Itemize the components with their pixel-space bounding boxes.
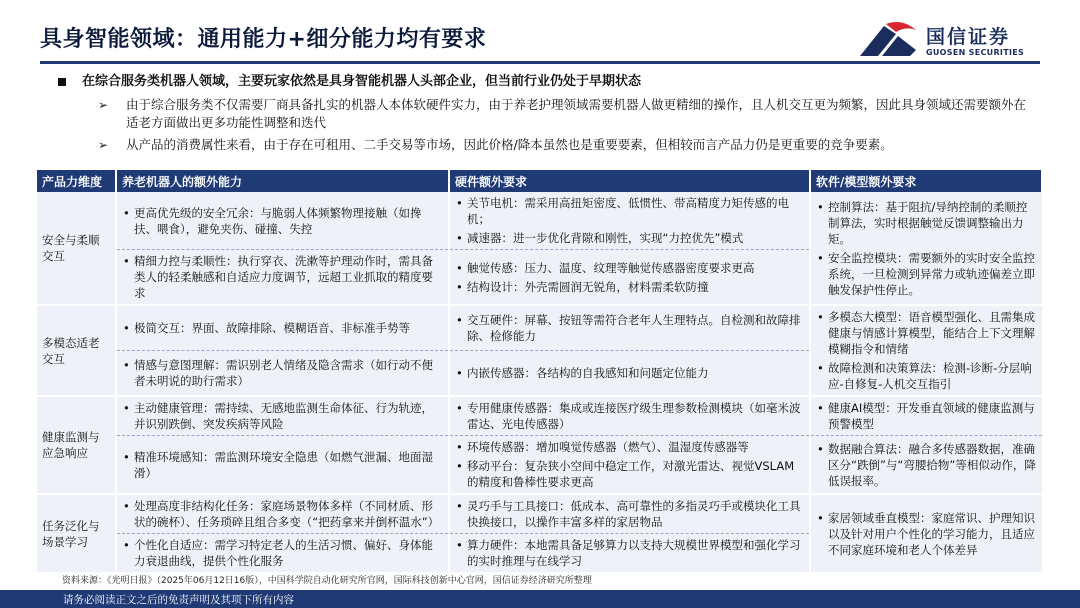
list-item: • 关节电机：需采用高扭矩密度、低惯性、带高精度力矩传感的电机； [455, 195, 804, 227]
dimension-cell: 健康监测与应急响应 [37, 396, 116, 494]
list-item: • 健康AI模型：开发垂直领域的健康监测与预警模型 [816, 400, 1037, 432]
company-logo [858, 18, 1048, 62]
hardware-cell [449, 436, 810, 495]
list-item: • 控制算法：基于阻抗/导纳控制的柔顺控制算法，实时根据触觉反馈调整输出力矩。 [816, 199, 1037, 247]
list-item: • 结构设计：外壳需圆润无锐角，材料需柔软防撞 [455, 279, 804, 295]
hardware-cell [449, 192, 810, 250]
ability-cell [116, 351, 449, 397]
ability-cell [116, 396, 449, 436]
summary-bullets [58, 72, 1033, 154]
hardware-cell [449, 494, 810, 534]
ability-cell [116, 436, 449, 495]
square-bullet-icon [58, 78, 66, 86]
table-row [37, 192, 1042, 250]
list-item: • 移动平台：复杂狭小空间中稳定工作，对激光雷达、视觉VSLAM的精度和鲁棒性要求更高 [455, 458, 804, 490]
arrow-bullet-icon: ➢ [98, 138, 109, 152]
list-item: • 个性化自适应：需学习特定老人的生活习惯、偏好、身体能力衰退曲线，提供个性化服务 [122, 537, 443, 569]
list-item: • 安全监控模块：需要额外的实时安全监控系统，一旦检测到异常力或轨迹偏差立即触发保护性停止。 [816, 250, 1037, 298]
list-item: • 灵巧手与工具接口：低成本、高可靠性的多指灵巧手或模块化工具快换接口，以操作丰富多样的家居物品 [455, 498, 804, 530]
hardware-cell [449, 534, 810, 573]
list-item: • 数据融合算法：融合多传感器数据，准确区分“跌倒”与“弯腰拾物”等相似动作，降低误报率。 [816, 441, 1037, 489]
ability-cell [116, 250, 449, 306]
software-cell [810, 494, 1042, 572]
capability-table [37, 170, 1043, 572]
hardware-cell [449, 250, 810, 306]
arrow-bullet-icon: ➢ [98, 98, 109, 112]
table-row [37, 494, 1042, 534]
hardware-cell [449, 305, 810, 351]
header-hardware: 硬件额外要求 [449, 170, 810, 192]
list-item: • 精细力控与柔顺性：执行穿衣、洗漱等护理动作时，需具备类人的轻柔触感和自适应力度调节，远超工业抓取的精度要求 [122, 253, 443, 301]
table-row [37, 396, 1042, 436]
hardware-cell [449, 351, 810, 397]
list-item: • 减速器：进一步优化背隙和刚性，实现“力控优先”模式 [455, 230, 804, 246]
list-item: • 极简交互：界面、故障排除、模糊语音、非标准手势等 [122, 320, 443, 336]
list-item: • 环境传感器：增加嗅觉传感器（燃气）、温湿度传感器等 [455, 439, 804, 455]
list-item: • 家居领域垂直模型：家庭常识、护理知识以及针对用户个性化的学习能力，且适应不同家庭环境和老人个体差异 [816, 510, 1037, 558]
list-item: • 精准环境感知：需监测环境安全隐患（如燃气泄漏、地面湿滑） [122, 449, 443, 481]
guosen-logo-icon [858, 20, 918, 58]
logo-text-en: GUOSEN SECURITIES [926, 48, 1025, 57]
sub-bullet-text: 从产品的消费属性来看，由于存在可租用、二手交易等市场，因此价格/降本虽然也是重要要素，但相较而言产品力仍是更重要的竞争要素。 [126, 137, 893, 152]
sub-bullet [58, 96, 1033, 132]
list-item: • 主动健康管理：需持续、无感地监测生命体征、行为轨迹，并识别跌倒、突发疾病等风险 [122, 400, 443, 432]
list-item: • 更高优先级的安全冗余：与脆弱人体频繁物理接触（如搀扶、喂食），避免夹伤、碰撞、失控 [122, 205, 443, 237]
table-row [37, 305, 1042, 351]
main-bullet-text: 在综合服务类机器人领域，主要玩家依然是具身智能机器人头部企业，但当前行业仍处于早期状态 [82, 74, 642, 89]
table-row [37, 436, 1042, 495]
ability-cell [116, 305, 449, 351]
main-bullet [58, 72, 1033, 92]
software-cell [810, 436, 1042, 495]
software-cell [810, 192, 1042, 305]
dimension-cell: 任务泛化与场景学习 [37, 494, 116, 572]
list-item: • 算力硬件：本地需具备足够算力以支持大规模世界模型和强化学习的实时推理与在线学习 [455, 537, 804, 569]
page-title: 具身智能领域：通用能力+细分能力均有要求 [40, 27, 487, 52]
list-item: • 处理高度非结构化任务：家庭场景物体多样（不同材质、形状的碗杯）、任务琐碎且组合多变（“把药拿来并倒杯温水”） [122, 498, 443, 530]
hardware-cell [449, 396, 810, 436]
list-item: • 内嵌传感器：各结构的自我感知和问题定位能力 [455, 365, 804, 381]
table-header-row [37, 170, 1042, 192]
ability-cell [116, 534, 449, 573]
footer-bar [0, 590, 1080, 608]
ability-cell [116, 494, 449, 534]
header-software: 软件/模型额外要求 [810, 170, 1042, 192]
list-item: • 故障检测和决策算法：检测-诊断-分层响应-自修复-人机交互指引 [816, 360, 1037, 392]
disclaimer-text: 请务必阅读正文之后的免责声明及其项下所有内容 [63, 594, 294, 606]
list-item: • 情感与意图理解：需识别老人情绪及隐含需求（如行动不便者未明说的助行需求） [122, 357, 443, 389]
sub-bullet-text: 由于综合服务类不仅需要厂商具备扎实的机器人本体软硬件实力，由于养老护理领域需要机器人做更精细的操作，且人机交互更为频繁，因此具身领域还需要额外在适老方面做出更多功能性调整和迭代 [126, 97, 1027, 130]
header-ability: 养老机器人的额外能力 [116, 170, 449, 192]
sub-bullet [58, 136, 1033, 154]
dimension-cell: 多模态适老交互 [37, 305, 116, 396]
list-item: • 交互硬件：屏幕、按钮等需符合老年人生理特点。自检测和故障排除、检修能力 [455, 312, 804, 344]
software-cell [810, 396, 1042, 436]
logo-text-cn: 国信证券 [926, 26, 1011, 48]
list-item: • 触觉传感：压力、温度、纹理等触觉传感器密度要求更高 [455, 260, 804, 276]
list-item: • 专用健康传感器：集成或连接医疗级生理参数检测模块（如毫米波雷达、光电传感器） [455, 400, 804, 432]
source-note: 资料来源：《光明日报》（2025年06月12日16版），中国科学院自动化研究所官网，国际科技创新中心官网，国信证券经济研究所整理 [62, 576, 592, 586]
header-dimension: 产品力维度 [37, 170, 116, 192]
software-cell [810, 305, 1042, 396]
ability-cell [116, 192, 449, 250]
dimension-cell: 安全与柔顺交互 [37, 192, 116, 305]
list-item: • 多模态大模型：语音模型强化、且需集成健康与情感计算模型，能结合上下文理解模糊指令和情绪 [816, 309, 1037, 357]
